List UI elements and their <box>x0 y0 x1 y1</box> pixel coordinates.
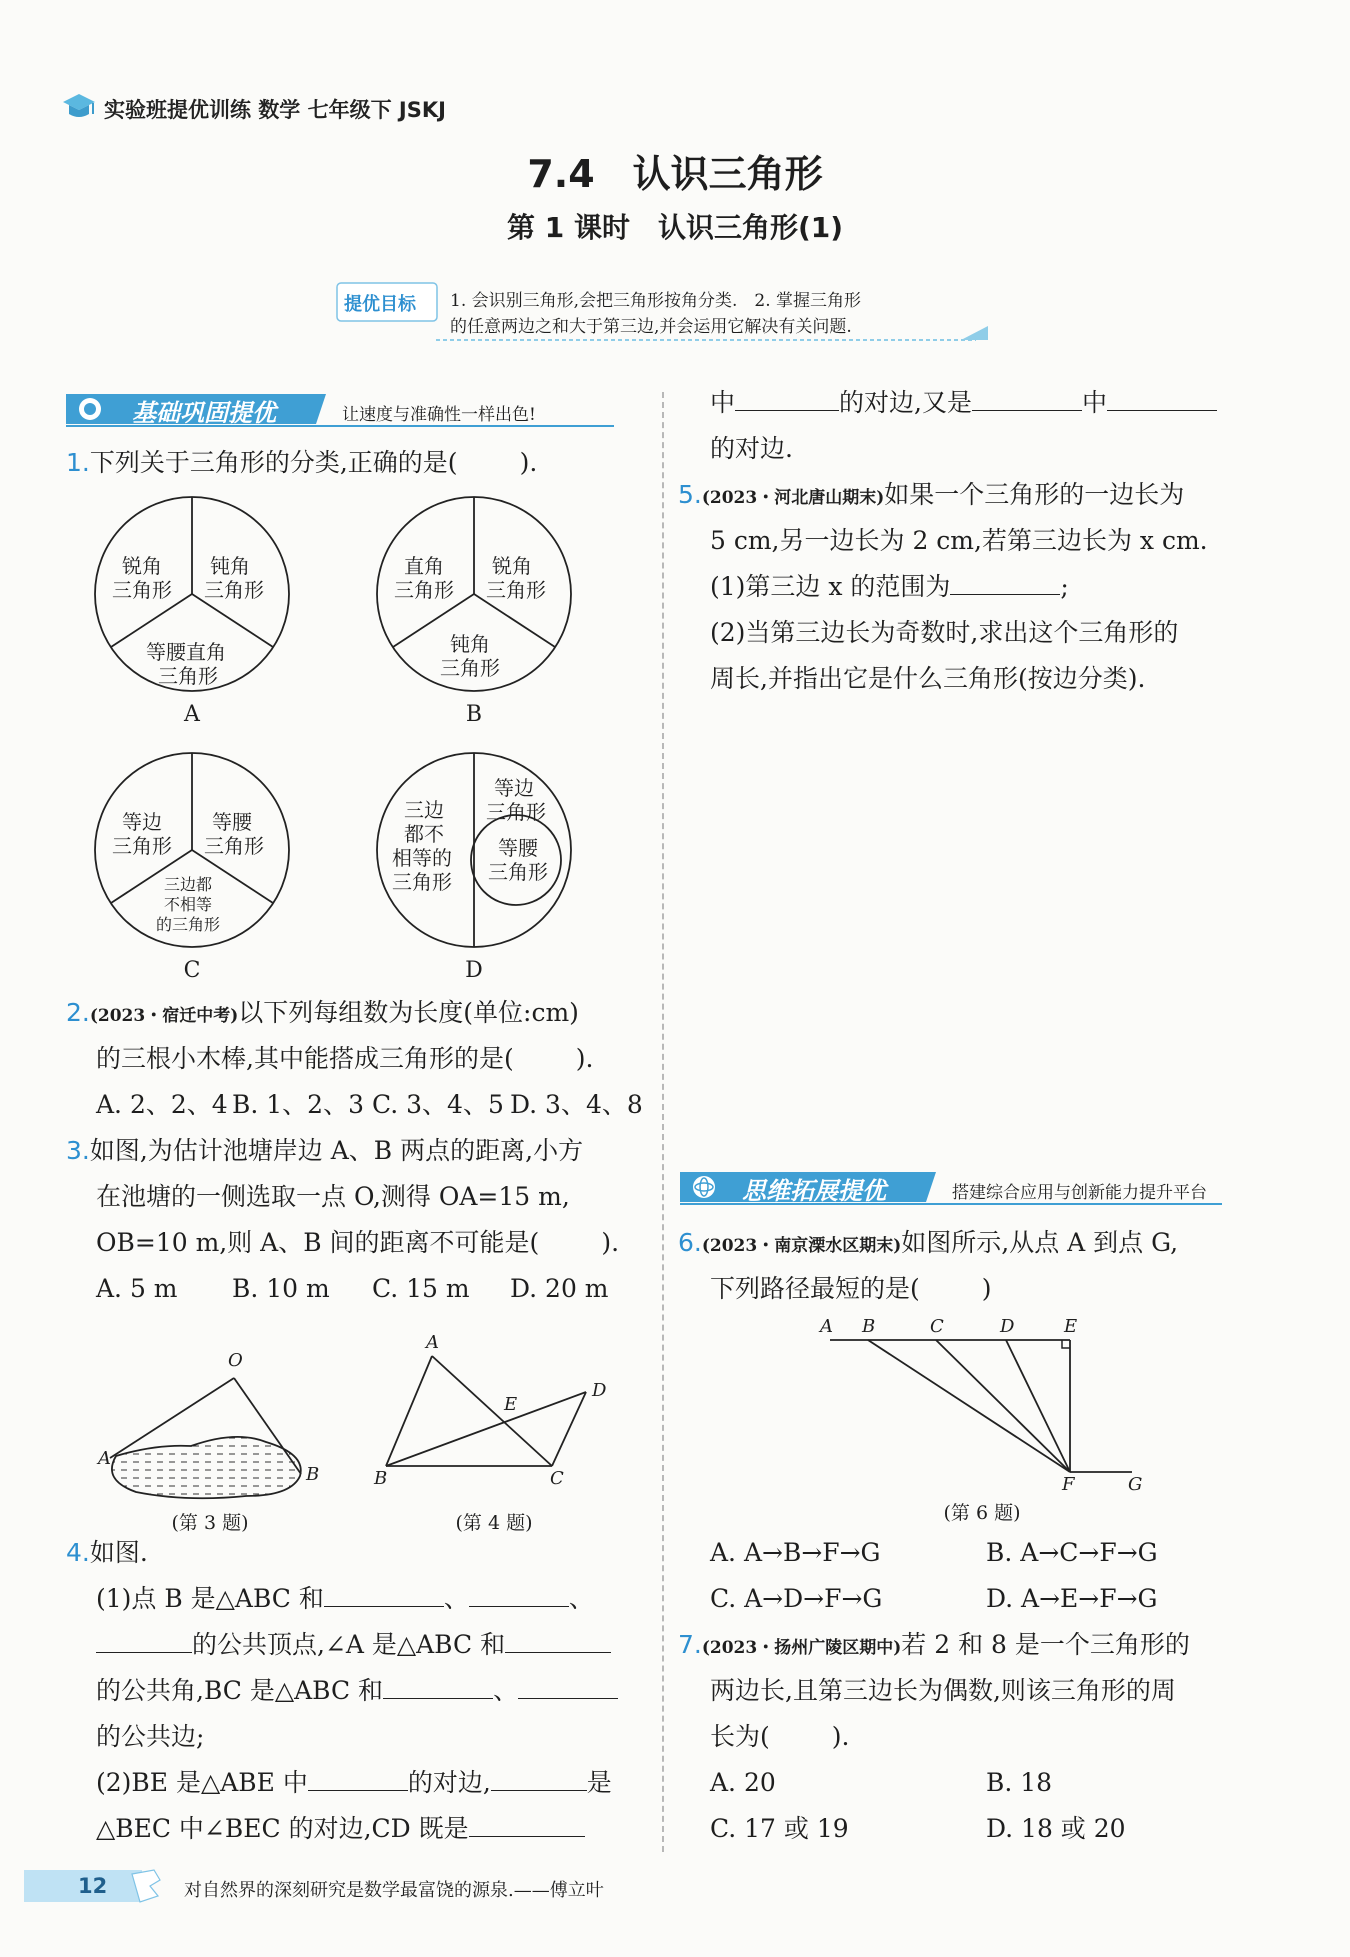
q6-source: (2023・南京溧水区期末) <box>701 1236 902 1256</box>
fig4-label-a: A <box>426 1332 439 1353</box>
fig6-label-b: B <box>862 1316 876 1337</box>
q7-number: 7. <box>678 1630 702 1659</box>
q2-option-b: B. 1、2、3 <box>232 1090 364 1119</box>
q4-text: (2)BE 是△ABE 中 <box>96 1768 308 1797</box>
pie-c-text: 等腰 <box>212 810 252 834</box>
fig6-label-e: E <box>1064 1316 1078 1337</box>
pie-a-label: A <box>184 702 200 727</box>
extend-section-banner <box>680 1168 1222 1208</box>
q1-end: ). <box>519 448 538 477</box>
q2-number: 2. <box>66 998 90 1027</box>
pie-b-text: 直角 <box>404 554 444 578</box>
q5-line-3 <box>710 570 1069 604</box>
fig4-label-e: E <box>504 1394 518 1415</box>
pie-option-d <box>374 750 574 950</box>
pie-a-text: 钝角 <box>210 554 250 578</box>
pie-d-text: 都不 <box>404 822 444 846</box>
pie-a-text: 三角形 <box>112 578 172 602</box>
q3-text: ). <box>601 1228 620 1257</box>
basic-section-title: 基础巩固提优 <box>132 399 276 427</box>
pie-b-label: B <box>465 702 483 727</box>
goal-line-1: 1. 会识别三角形,会把三角形按角分类. 2. 掌握三角形 <box>450 291 862 311</box>
pie-a-text: 等腰直角 <box>146 640 226 664</box>
q6-number: 6. <box>678 1228 702 1257</box>
q4-line-1: (1)点 B 是△ABC 和 、 、 <box>96 1584 594 1613</box>
column-divider <box>662 392 664 1852</box>
pie-d-text: 三角形 <box>488 860 548 884</box>
pie-d-text: 相等的 <box>392 846 452 870</box>
q7-text: ). <box>831 1722 850 1751</box>
q7-line-3 <box>710 1720 849 1754</box>
page-number-tab <box>24 1866 164 1906</box>
fig3-label-o: O <box>228 1350 243 1371</box>
lesson-title: 第 1 课时 认识三角形(1) <box>506 211 844 244</box>
figure-4-triangles <box>370 1330 620 1500</box>
q3-option-b: B. 10 m <box>232 1274 330 1303</box>
q7-option-a: A. 20 <box>710 1768 776 1797</box>
q3-text: 如图,为估计池塘岸边 A、B 两点的距离,小方 <box>89 1136 584 1165</box>
q5-line-1 <box>678 478 1184 515</box>
pie-c-text: 三边都 <box>164 875 213 894</box>
q7-line-1 <box>678 1628 1190 1665</box>
pie-a-text: 锐角 <box>122 554 162 578</box>
goal-line-2: 的任意两边之和大于第三边,并会运用它解决有关问题. <box>450 317 852 337</box>
pie-option-b <box>374 494 574 694</box>
q4-text: 中 <box>710 388 736 417</box>
figure-6-paths <box>812 1316 1152 1496</box>
q6-line-1 <box>678 1226 1178 1263</box>
q1-text: 下列关于三角形的分类,正确的是( <box>89 448 458 477</box>
pie-a-text: 三角形 <box>204 578 264 602</box>
fig6-label-d: D <box>1000 1316 1015 1337</box>
q4-text: 是 <box>586 1768 612 1797</box>
page-number: 12 <box>78 1874 108 1898</box>
q4-line-6 <box>96 1812 585 1846</box>
q2-option-c: C. 3、4、5 <box>372 1090 504 1119</box>
q2-option-a: A. 2、2、4 <box>96 1090 228 1119</box>
goal-box <box>336 282 988 344</box>
q5-source: (2023・河北唐山期末) <box>701 488 885 508</box>
pie-b-text: 锐角 <box>492 554 532 578</box>
pie-d-text: 等边 <box>494 776 534 800</box>
q2-text: 以下列每组数为长度(单位:cm) <box>238 998 579 1027</box>
pie-b-text: 三角形 <box>440 656 500 680</box>
q5-text: ; <box>1060 572 1069 601</box>
q4-line-0 <box>66 1536 148 1570</box>
basic-section-slogan: 让速度与准确性一样出色! <box>342 405 536 425</box>
footer-quote: 对自然界的深刻研究是数学最富饶的源泉.——傅立叶 <box>184 1880 604 1901</box>
q2-text: 的三根小木棒,其中能搭成三角形的是( <box>96 1044 514 1073</box>
pie-c-text: 三角形 <box>204 834 264 858</box>
q5-line-5: 周长,并指出它是什么三角形(按边分类). <box>710 664 1146 693</box>
q6-option-c: C. A→D→F→G <box>710 1584 883 1613</box>
q4-text: 如图. <box>89 1538 148 1567</box>
basic-section-banner <box>66 390 614 430</box>
q4-text: 的对边,又是 <box>839 388 972 417</box>
pie-b-text: 钝角 <box>450 632 490 656</box>
q4-line-8: 的对边. <box>710 434 793 463</box>
pie-c-text: 的三角形 <box>156 915 221 934</box>
pie-option-a <box>92 494 292 694</box>
q3-option-d: D. 20 m <box>510 1274 609 1303</box>
fig4-caption: (第 4 题) <box>455 1512 533 1534</box>
fig6-label-c: C <box>930 1316 944 1337</box>
fig4-label-d: D <box>592 1380 607 1401</box>
q4-number: 4. <box>66 1538 90 1567</box>
fig3-label-a: A <box>98 1448 111 1469</box>
pie-d-text: 三边 <box>404 798 444 822</box>
q5-line-2: 5 cm,另一边长为 2 cm,若第三边长为 x cm. <box>710 526 1208 555</box>
q4-text: 的公共顶点,∠A 是△ABC 和 <box>192 1630 506 1659</box>
extend-section-title: 思维拓展提优 <box>742 1177 886 1205</box>
q4-text: 的公共角,BC 是△ABC 和 <box>96 1676 384 1705</box>
q3-option-a: A. 5 m <box>96 1274 178 1303</box>
header-logo-icon <box>62 92 96 122</box>
q4-text: (1)点 B 是△ABC 和 <box>96 1584 324 1613</box>
pie-d-text: 等腰 <box>498 836 538 860</box>
q5-text: (1)第三边 x 的范围为 <box>710 572 951 601</box>
q4-text: 中 <box>1081 388 1107 417</box>
q7-text: 若 2 和 8 是一个三角形的 <box>901 1630 1190 1659</box>
fig6-label-g: G <box>1128 1474 1143 1495</box>
fig6-label-f: F <box>1062 1474 1075 1495</box>
pie-c-text: 不相等 <box>164 895 213 914</box>
q3-number: 3. <box>66 1136 90 1165</box>
q2-option-d: D. 3、4、8 <box>510 1090 643 1119</box>
q6-option-d: D. A→E→F→G <box>986 1584 1158 1613</box>
q3-option-c: C. 15 m <box>372 1274 470 1303</box>
q4-line-5 <box>96 1766 612 1800</box>
pie-b-text: 三角形 <box>394 578 454 602</box>
q3-line-1 <box>66 1134 583 1168</box>
fig6-label-a: A <box>820 1316 833 1337</box>
pie-c-text: 三角形 <box>112 834 172 858</box>
q3-text: OB=10 m,则 A、B 间的距离不可能是( <box>96 1228 540 1257</box>
q6-text: 如图所示,从点 A 到点 G, <box>901 1228 1179 1257</box>
fig3-label-b: B <box>306 1464 320 1485</box>
q6-text: 下列路径最短的是( <box>710 1274 920 1303</box>
pie-b-text: 三角形 <box>486 578 546 602</box>
q4-line-2 <box>96 1628 611 1662</box>
q3-line-3 <box>96 1226 619 1260</box>
q6-option-b: B. A→C→F→G <box>986 1538 1158 1567</box>
q7-option-b: B. 18 <box>986 1768 1053 1797</box>
q7-source: (2023・扬州广陵区期中) <box>701 1638 902 1658</box>
goal-tag: 提优目标 <box>344 294 416 315</box>
extend-section-slogan: 搭建综合应用与创新能力提升平台 <box>952 1183 1207 1203</box>
q6-text: ) <box>981 1274 992 1303</box>
q7-option-d: D. 18 或 20 <box>986 1814 1126 1843</box>
book-title: 实验班提优训练 数学 七年级下 JSKJ <box>104 98 446 122</box>
q4-line-3: 的公共角,BC 是△ABC 和 、 <box>96 1674 618 1708</box>
q2-line-2 <box>96 1042 593 1076</box>
pie-d-text: 三角形 <box>392 870 452 894</box>
q3-line-2: 在池塘的一侧选取一点 O,测得 OA=15 m, <box>96 1182 570 1211</box>
q2-source: (2023・宿迁中考) <box>89 1006 239 1026</box>
q7-option-c: C. 17 或 19 <box>710 1814 849 1843</box>
pie-a-text: 三角形 <box>158 664 218 688</box>
q2-text: ). <box>575 1044 594 1073</box>
q2-line-1 <box>66 996 579 1033</box>
fig4-label-b: B <box>374 1468 388 1489</box>
q4-line-4: 的公共边; <box>96 1722 205 1751</box>
q4-text: △BEC 中∠BEC 的对边,CD 既是 <box>96 1814 469 1843</box>
fig3-caption: (第 3 题) <box>171 1512 249 1534</box>
q4-line-7 <box>710 386 1217 420</box>
q1-line <box>66 446 537 480</box>
q5-number: 5. <box>678 480 702 509</box>
q1-number: 1. <box>66 448 90 477</box>
q6-line-2 <box>710 1272 992 1306</box>
pie-d-text: 三角形 <box>486 800 546 824</box>
q7-text: 长为( <box>710 1722 770 1751</box>
pie-option-c <box>92 750 292 950</box>
pie-c-label: C <box>183 958 201 983</box>
fig4-label-c: C <box>550 1468 564 1489</box>
pie-c-text: 等边 <box>122 810 162 834</box>
q5-line-4: (2)当第三边长为奇数时,求出这个三角形的 <box>710 618 1179 647</box>
q6-option-a: A. A→B→F→G <box>710 1538 881 1567</box>
q5-text: 如果一个三角形的一边长为 <box>884 480 1185 509</box>
q4-text: 的对边, <box>407 1768 491 1797</box>
figure-3-pond <box>96 1346 336 1502</box>
pie-d-label: D <box>465 958 483 983</box>
section-title: 7.4 认识三角形 <box>527 152 823 196</box>
fig6-caption: (第 6 题) <box>943 1502 1021 1524</box>
q7-line-2: 两边长,且第三边长为偶数,则该三角形的周 <box>710 1676 1176 1705</box>
